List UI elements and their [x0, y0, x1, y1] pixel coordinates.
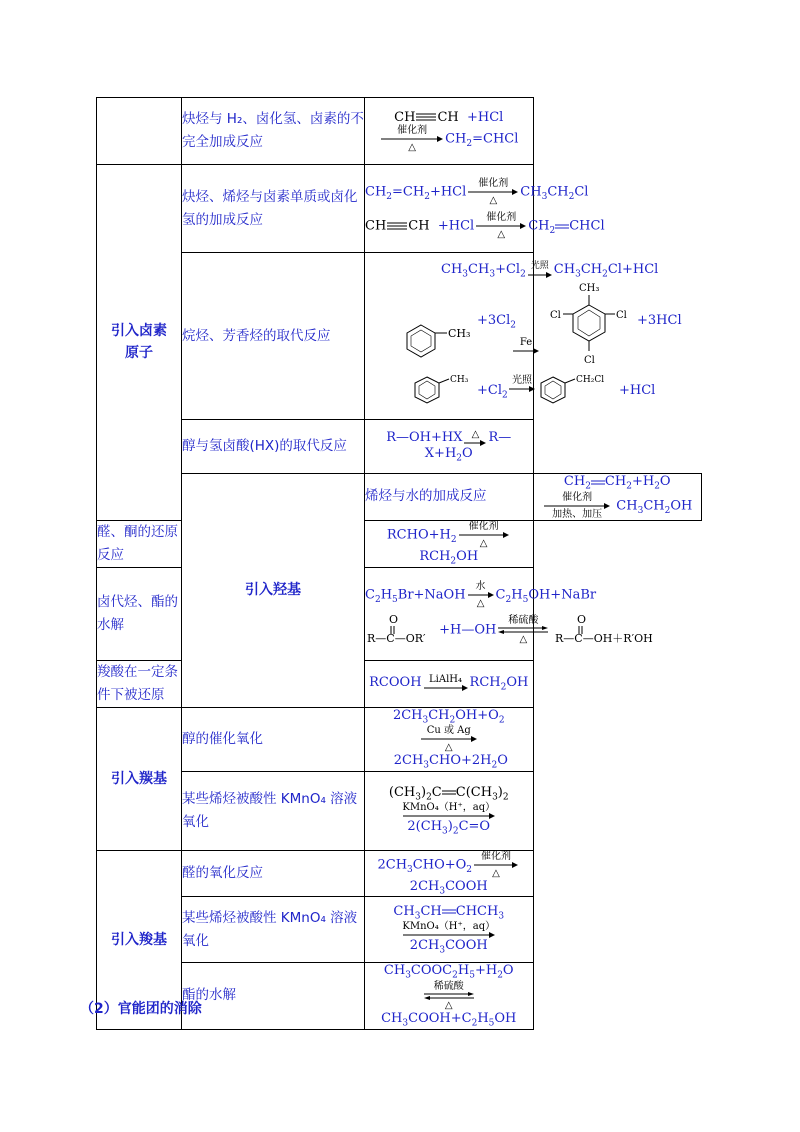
- trichlorotoluene-structure: [547, 281, 637, 367]
- svg-text:O: O: [576, 612, 586, 626]
- eq-ethene-hcl-ethyne: $CH_2=CH_2+HCl$ 催化剂 △ $CH_3CH_2Cl$ CH CH +HCl 催化剂 △ $CH_2$ CHCl: [365, 165, 534, 253]
- desc-aldehyde-oxidation: 醛的氧化反应: [182, 850, 365, 897]
- svg-text:Cl: Cl: [616, 310, 627, 321]
- eq-alcohol-hx: R—OH+HX △ $R—X+H_2O$: [365, 420, 534, 474]
- eq-alkene-kmno4-acid: $CH_3CH$ $CHCH_3$ KMnO₄（H⁺，aq） $2CH_3COOH$: [365, 897, 534, 963]
- eq-alkene-kmno4-ketone: $(CH_3)_2C$ $C(CH_3)_2$ KMnO₄（H⁺，aq） $2(CH_3)_2C=O$: [365, 771, 534, 850]
- toluene-structure-2: [413, 371, 475, 411]
- desc-hydrolysis: 卤代烃、酯的水解: [97, 567, 182, 660]
- desc-aldehyde-reduction: 醛、酮的还原反应: [97, 520, 182, 567]
- svg-text:CH₂Cl: CH₂Cl: [576, 375, 605, 385]
- group-carbonyl: 引入羰基: [97, 707, 182, 850]
- triple-bond-icon: [415, 112, 437, 122]
- arrow-catalyst: 催化剂 △: [381, 125, 443, 153]
- group-carboxyl: 引入羧基: [97, 850, 182, 1029]
- reaction-table: [96, 97, 702, 1030]
- svg-text:Cl: Cl: [550, 310, 561, 321]
- desc-acid-reduction: 羧酸在一定条件下被还原: [97, 660, 182, 707]
- desc-alcohol-oxidation: 醇的催化氧化: [182, 707, 365, 771]
- svg-text:R—C—OH＋R′OH: R—C—OH＋R′OH: [554, 631, 653, 645]
- desc-alkene-water: 烯烃与水的加成反应: [365, 474, 534, 521]
- svg-text:CH₃: CH₃: [448, 327, 471, 340]
- toluene-structure: [403, 319, 473, 359]
- ester-structure: [365, 613, 435, 647]
- desc-alkene-kmno4-acid: 某些烯烃被酸性 KMnO₄ 溶液氧化: [182, 897, 365, 963]
- eq-acid-reduction: RCOOH LiAlH₄ $RCH_2OH$: [365, 660, 534, 707]
- desc-alkane-aromatic-substitution: 烷烃、芳香烃的取代反应: [182, 253, 365, 420]
- eq-substitution: $CH_3CH_3+Cl_2$ 光照 $CH_3CH_2Cl+HCl$ CH₃ $+3Cl_2$ Fe CH₃ Cl Cl Cl +3HCl CH₃ $+Cl_2$ 光照 CH₂Cl +HCl: [365, 253, 534, 420]
- group-hydroxyl: 引入羟基: [182, 474, 365, 708]
- svg-text:CH₃: CH₃: [450, 375, 469, 385]
- group-halogen: 引入卤素原子: [97, 165, 182, 521]
- eq-ester-hydrolysis: $CH_3COOC_2H_5+H_2O$ 稀硫酸 △ $CH_3COOH+C_2H_5OH$: [365, 963, 534, 1029]
- svg-text:R—C—OR′: R—C—OR′: [367, 631, 426, 645]
- svg-text:O: O: [389, 612, 399, 626]
- desc-ester-hydrolysis: 酯的水解: [182, 963, 365, 1029]
- desc-alkene-kmno4-ketone: 某些烯烃被酸性 KMnO₄ 溶液氧化: [182, 771, 365, 850]
- benzyl-chloride-structure: [539, 371, 619, 411]
- eq-hydrolysis: $C_2H_5Br+NaOH$ 水 △ $C_2H_5OH+NaBr$ O R—C—OR′ +H—OH 稀硫酸 △ O R—C—OH＋R′OH: [365, 567, 534, 660]
- svg-text:CH₃: CH₃: [579, 283, 600, 294]
- svg-text:Cl: Cl: [584, 355, 595, 366]
- eq-aldehyde-oxidation: $2CH_3CHO+O_2$ 催化剂 △ $2CH_3COOH$: [365, 850, 534, 897]
- eq-ethyne-hcl: CH CH +HCl 催化剂 △ $CH_2=CHCl$: [365, 98, 534, 165]
- desc-alkyne-partial-addition: 炔烃与 H₂、卤化氢、卤素的不完全加成反应: [182, 98, 365, 165]
- desc-alkene-halogen-addition: 炔烃、烯烃与卤素单质或卤化氢的加成反应: [182, 165, 365, 253]
- section-heading: （2）官能团的消除: [80, 1001, 202, 1017]
- desc-alcohol-hx: 醇与氢卤酸(HX)的取代反应: [182, 420, 365, 474]
- triple-bond-icon: [386, 221, 408, 231]
- acid-alcohol-structure: [555, 613, 675, 647]
- group-empty: [97, 98, 182, 165]
- eq-aldehyde-reduction: $RCHO+H_2$ 催化剂 △ $RCH_2OH$: [365, 520, 534, 567]
- eq-alcohol-oxidation: $2CH_3CH_2OH+O_2$ Cu 或 Ag △ $2CH_3CHO+2H_2O$: [365, 707, 534, 771]
- eq-alkene-water: $CH_2$ $CH_2+H_2O$ 催化剂 加热、加压 $CH_3CH_2OH$: [533, 474, 702, 521]
